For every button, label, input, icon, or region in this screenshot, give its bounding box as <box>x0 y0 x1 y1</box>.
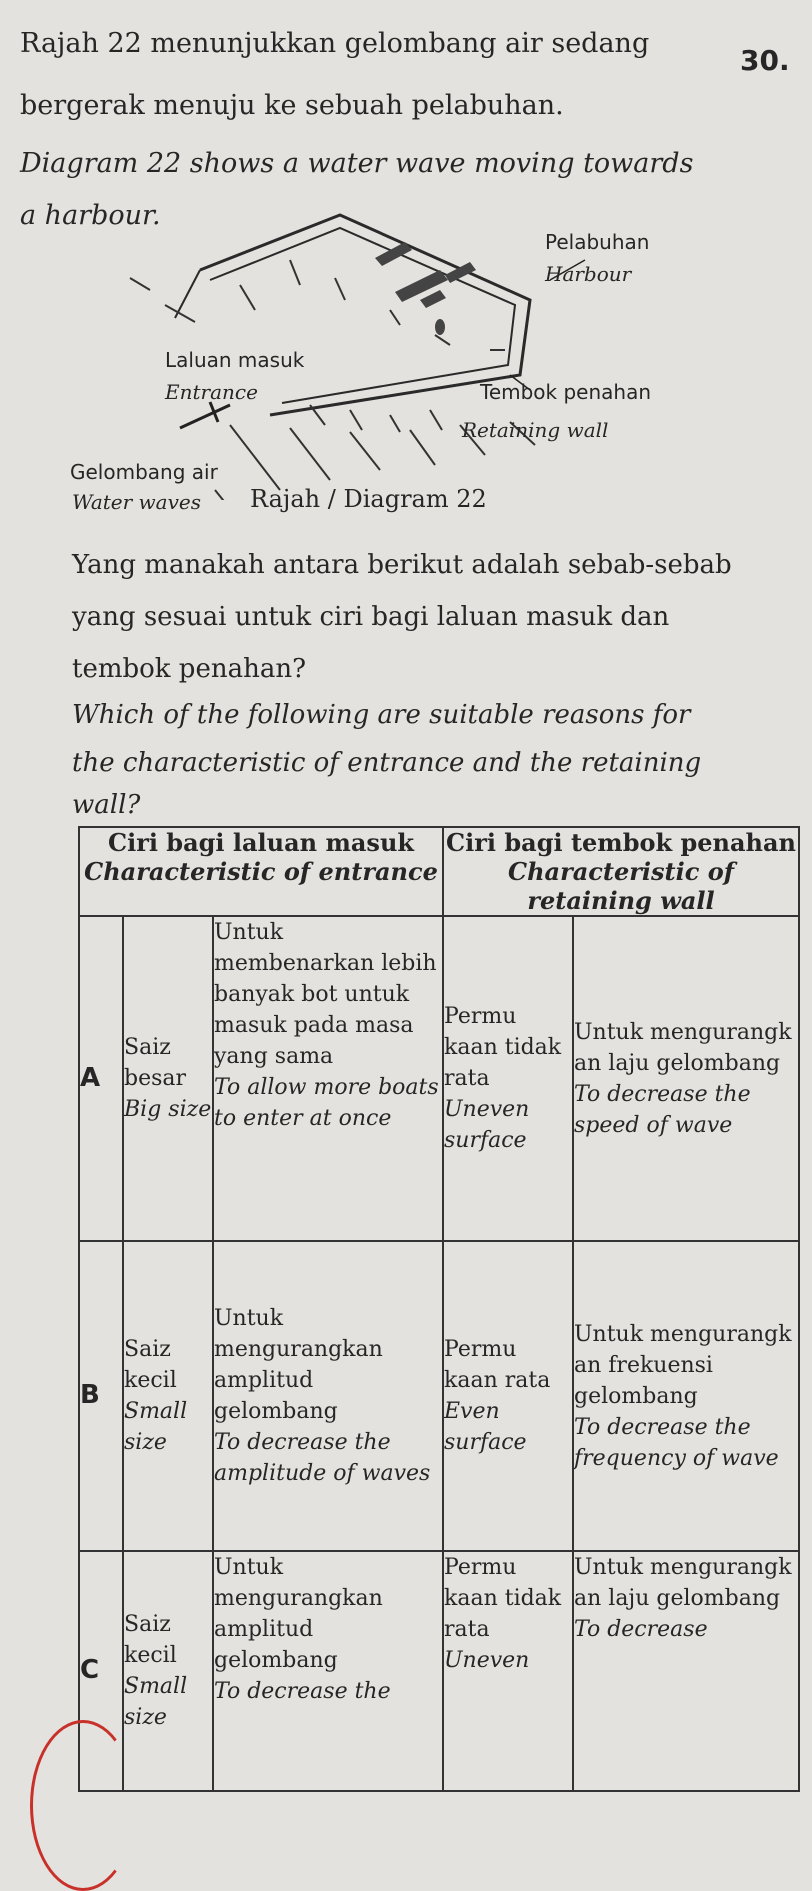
harbour-diagram <box>50 200 690 500</box>
option-letter-a[interactable]: A <box>80 1062 101 1093</box>
wave-direction-arrow <box>180 405 230 428</box>
entrance-edge <box>175 270 200 318</box>
a-c1-ms: Saiz besar <box>124 1035 187 1091</box>
options-table <box>78 826 800 1792</box>
option-row-c[interactable] <box>79 1551 799 1791</box>
header-entrance-ms: Ciri bagi laluan masuk <box>107 828 415 857</box>
a-c2-ms: Untuk membenarkan lebih banyak bot untuk masuk pada masa yang sama <box>214 920 437 1069</box>
label-harbour-ms: Pelabuhan <box>545 230 650 254</box>
retaining-wall-inner <box>210 228 515 403</box>
option-letter-b[interactable]: B <box>80 1380 100 1410</box>
header-entrance <box>79 827 443 916</box>
a-c3-en: Uneven surface <box>444 1097 530 1153</box>
question-line-en-2: a harbour. <box>20 200 161 231</box>
option-row-b[interactable] <box>79 1241 799 1551</box>
c-c3-en: Uneven <box>444 1648 530 1673</box>
label-harbour-en: Harbour <box>545 262 632 286</box>
prompt-line-en-3: wall? <box>72 790 141 820</box>
label-waves-en: Water waves <box>72 490 201 514</box>
answer-circle-mark <box>30 1720 136 1891</box>
b-c3-ms: Permu kaan rata <box>444 1337 551 1393</box>
b-c2-ms: Untuk mengurangkan amplitud gelombang <box>214 1306 383 1424</box>
c-c2-en: To decrease the <box>214 1679 391 1704</box>
prompt-line-en-1: Which of the following are suitable reasons for <box>72 700 691 730</box>
header-wall <box>443 827 799 916</box>
boat-4 <box>420 290 446 308</box>
prompt-line-ms-2: yang sesuai untuk ciri bagi laluan masuk dan <box>72 602 670 632</box>
b-c4-en: To decrease the frequency of wave <box>574 1414 779 1471</box>
c-c4-ms: Untuk mengurangk an laju gelombang <box>574 1555 792 1611</box>
b-c2-en: To decrease the amplitude of waves <box>214 1430 431 1486</box>
a-c1-en: Big size <box>124 1097 212 1122</box>
header-wall-en: Characteristic of retaining wall <box>507 857 735 915</box>
option-row-a[interactable] <box>79 916 799 1241</box>
c-c2-ms: Untuk mengurangkan amplitud gelombang <box>214 1555 383 1673</box>
c-c3-ms: Permu kaan tidak rata <box>444 1555 562 1642</box>
label-wall-en: Retaining wall <box>462 418 609 442</box>
c-c1-ms: Saiz kecil <box>124 1612 177 1668</box>
prompt-line-ms-1: Yang manakah antara berikut adalah sebab-sebab <box>72 550 732 580</box>
label-entrance-ms: Laluan masuk <box>165 348 305 372</box>
buoy <box>435 319 445 335</box>
b-c3-en: Even surface <box>444 1399 527 1455</box>
table-header-row <box>79 827 799 916</box>
b-c1-ms: Saiz kecil <box>124 1337 177 1393</box>
a-c2-en: To allow more boats to enter at once <box>214 1075 439 1131</box>
label-waves-ms: Gelombang air <box>70 460 218 484</box>
header-entrance-en: Characteristic of entrance <box>84 857 438 886</box>
label-wall-ms: Tembok penahan <box>480 380 652 404</box>
b-c4-ms: Untuk mengurangk an frekuensi gelombang <box>574 1321 792 1409</box>
a-c3-ms: Permu kaan tidak rata <box>444 1004 562 1091</box>
prompt-line-ms-3: tembok penahan? <box>72 654 307 684</box>
question-line-en-1: Diagram 22 shows a water wave moving towards <box>20 148 694 179</box>
c-c1-en: Small size <box>124 1674 188 1730</box>
a-c4-en: To decrease the speed of wave <box>574 1081 751 1138</box>
a-c4-ms: Untuk mengurangk an laju gelombang <box>574 1019 792 1076</box>
diagram-caption: Rajah / Diagram 22 <box>250 485 487 513</box>
question-line-ms-1: Rajah 22 menunjukkan gelombang air sedang <box>20 28 650 59</box>
label-entrance-en: Entrance <box>165 380 258 404</box>
question-line-ms-2: bergerak menuju ke sebuah pelabuhan. <box>20 90 564 121</box>
question-number: 30. <box>740 44 790 77</box>
option-letter-c[interactable]: C <box>80 1655 100 1685</box>
prompt-line-en-2: the characteristic of entrance and the retaining <box>72 748 702 778</box>
c-c4-en: To decrease <box>574 1617 708 1642</box>
b-c1-en: Small size <box>124 1399 188 1455</box>
header-wall-ms: Ciri bagi tembok penahan <box>446 828 796 857</box>
